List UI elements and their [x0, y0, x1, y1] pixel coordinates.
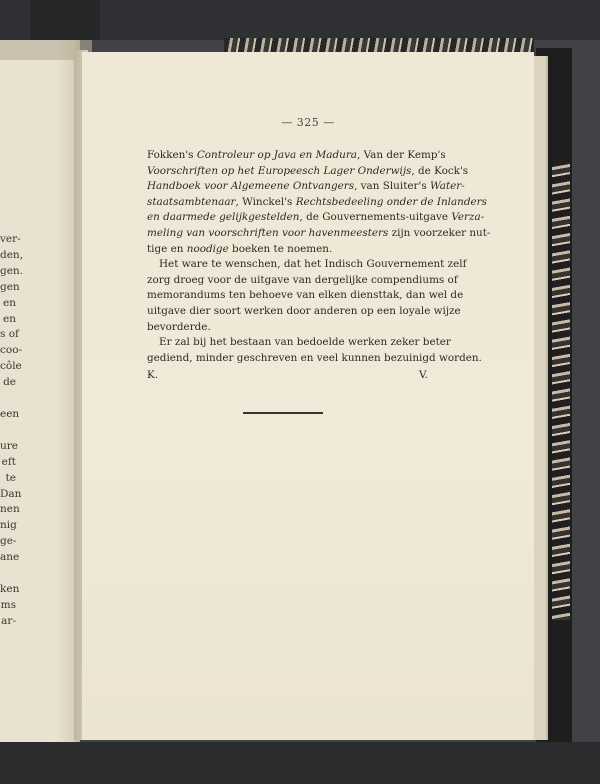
italic-title: Rechtsbedeeling onder de Inlanders	[295, 195, 487, 208]
italic-title: meling van voorschriften voor havenmeesters	[147, 226, 389, 239]
left-page-fragment: en	[3, 312, 16, 325]
text-line	[147, 242, 428, 258]
text-line	[147, 148, 446, 164]
text-run: , de Gouvernements-uitgave	[299, 211, 452, 224]
bottom-background-band	[0, 742, 600, 784]
left-page-fragment: eft	[1, 455, 16, 468]
text-line	[147, 335, 451, 351]
left-page-fragment: côle	[0, 360, 22, 373]
left-page-fragment: nig	[0, 519, 17, 532]
left-page-fragment: te	[5, 471, 16, 484]
left-page-fragment	[0, 423, 16, 439]
text-run: zorg droeg voor de uitgave van dergelijke compendiums of	[147, 273, 458, 286]
left-page-fragment: en	[3, 296, 16, 309]
left-page-fragment: een	[0, 407, 20, 420]
left-page-fragment: ver-	[0, 233, 21, 245]
text-line	[147, 273, 458, 289]
signature-right: V.	[419, 369, 428, 382]
text-run: boeken te noemen.	[228, 242, 333, 255]
left-page-fragment: gen	[0, 280, 20, 293]
italic-title: noodige	[186, 242, 229, 255]
left-page-fragment: coo-	[0, 344, 23, 357]
text-run: Het ware te wenschen, dat het Indisch Gouvernement zelf	[159, 258, 467, 271]
text-run: , de Kock's	[411, 164, 469, 177]
text-line	[147, 195, 487, 211]
text-run: Fokken's	[147, 149, 197, 161]
section-divider-rule	[243, 412, 323, 414]
italic-title: staatsambtenaar	[147, 195, 236, 208]
left-page-fragment: ge-	[0, 535, 17, 548]
left-page-fragment: ane	[0, 551, 20, 564]
left-page-text-fragments	[0, 232, 24, 630]
text-line	[147, 304, 461, 320]
left-page-fragment	[0, 566, 16, 582]
left-page-fragment: ms	[0, 598, 16, 611]
italic-title: Handboek voor Algemeene Ontvangers	[147, 180, 355, 193]
left-page-fragment	[0, 391, 16, 407]
text-line	[147, 257, 467, 273]
paragraph	[147, 335, 482, 366]
text-line	[147, 288, 464, 304]
text-line	[147, 164, 469, 180]
text-run: zijn voorzeker nut-	[388, 226, 491, 239]
text-run: memorandums ten behoeve van elken diensttak, dan wel de	[147, 289, 464, 302]
left-page-fragment: nen	[0, 503, 20, 516]
left-page-fragment: Dan	[0, 487, 22, 500]
marbled-endpaper-right	[552, 160, 570, 620]
text-run: bevorderde.	[147, 320, 211, 333]
marbled-endpaper-top	[224, 38, 534, 52]
page-body-text	[147, 148, 491, 384]
text-run: , Winckel's	[235, 195, 296, 208]
text-line	[147, 210, 485, 226]
text-run: gediend, minder geschreven en veel kunnen bezuinigd worden.	[147, 351, 482, 364]
italic-title: Controleur op Java en Madura	[196, 149, 357, 161]
left-page-fragment: s of	[0, 328, 19, 341]
text-line	[147, 351, 482, 367]
italic-title: Verza-	[451, 211, 485, 224]
page-number: — 325 —	[281, 116, 335, 129]
text-line	[147, 226, 491, 242]
italic-title: Voorschriften op het Europeesch Lager Onderwijs	[147, 164, 412, 177]
text-line	[147, 320, 428, 336]
left-page-fragment: ken	[0, 582, 20, 595]
text-run: , Van der Kemp's	[356, 149, 446, 161]
italic-title: Water-	[429, 180, 465, 193]
text-line	[147, 179, 465, 195]
left-page-fragment: den,	[0, 248, 24, 261]
signature-left: K.	[147, 369, 159, 382]
left-page-fragment: gen.	[0, 264, 24, 277]
paragraph	[147, 257, 467, 335]
top-dark-block	[30, 0, 100, 40]
left-page-fragment: ar-	[1, 614, 16, 627]
signature-line	[147, 368, 428, 384]
text-run: uitgave dier soort werken door anderen op een loyale wijze	[147, 304, 461, 317]
text-run: , van Sluiter's	[354, 180, 430, 193]
left-page-fragment: de	[3, 376, 16, 389]
left-page-fragment: ure	[0, 439, 18, 452]
paragraph	[147, 148, 491, 257]
text-run: tige en	[147, 242, 187, 255]
italic-title: en daarmede gelijkgestelden	[147, 211, 300, 224]
text-run: Er zal bij het bestaan van bedoelde werken zeker beter	[159, 336, 451, 349]
